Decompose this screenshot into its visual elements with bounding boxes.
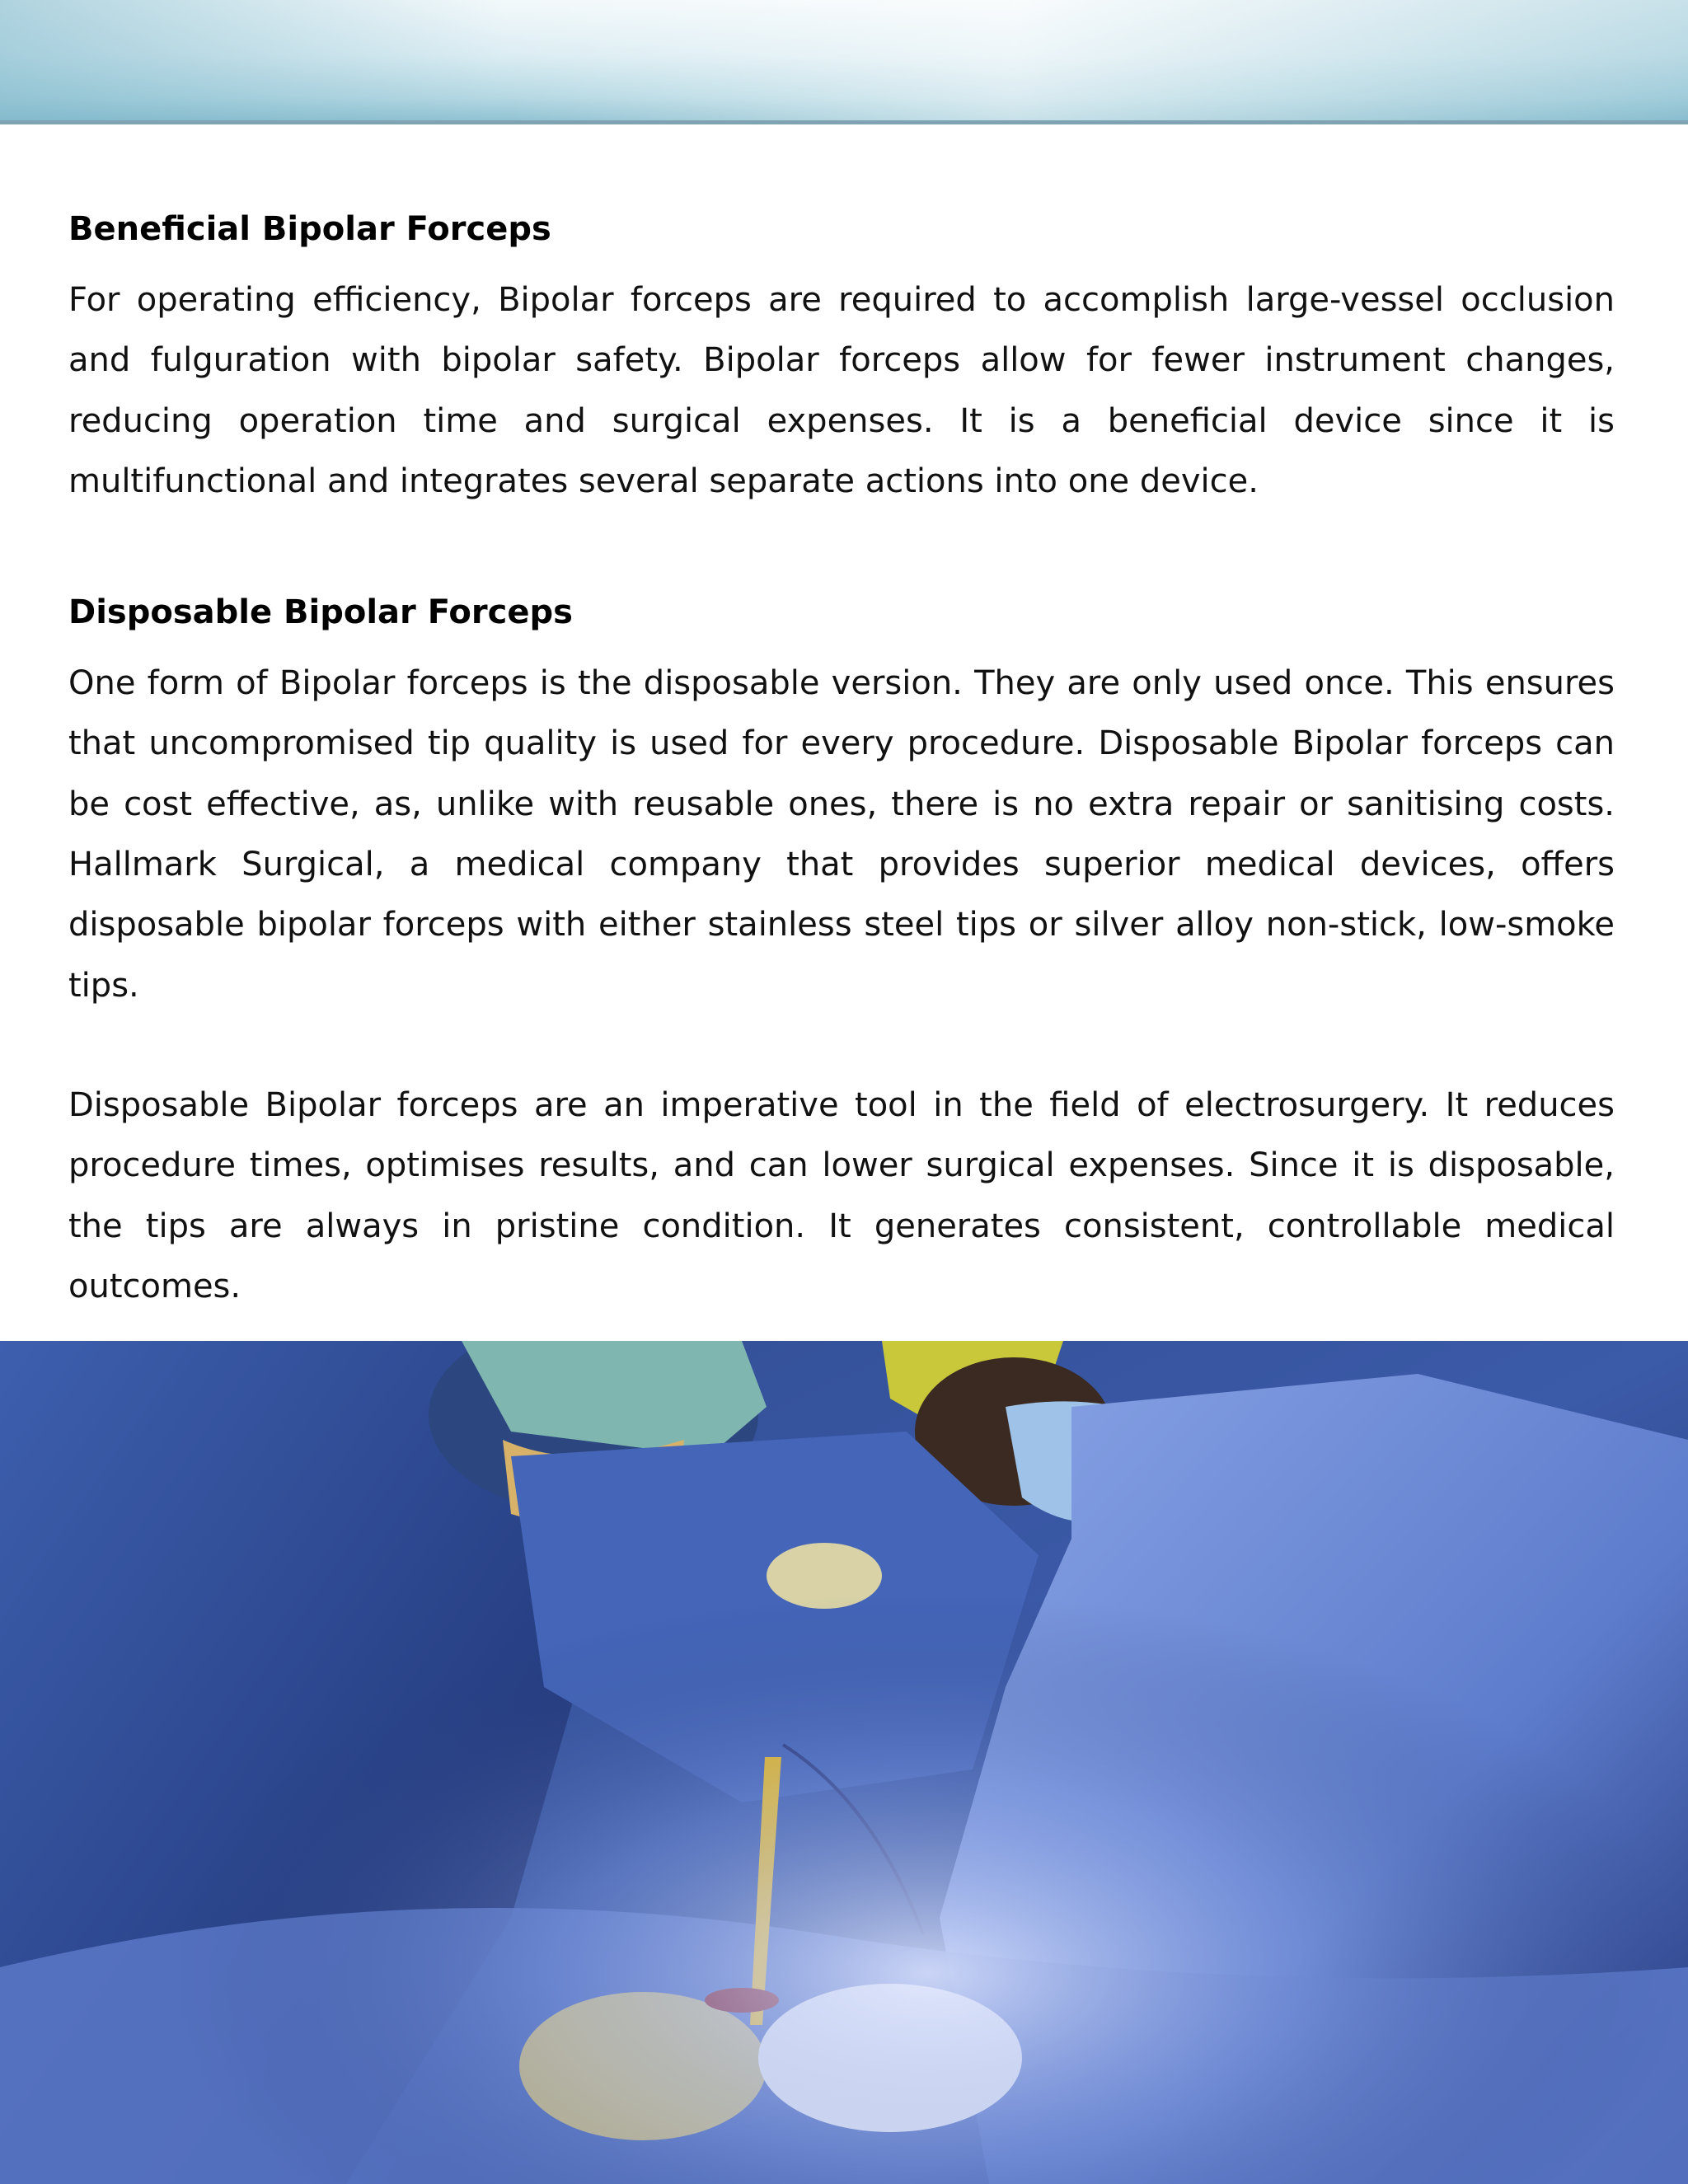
spacer: [68, 512, 1615, 571]
section-paragraph-beneficial: For operating efficiency, Bipolar forceps are required to accomplish large-vessel occlusion and fulguration with bipolar safety. Bipolar forceps allow for fewer instrument changes, reducing operation time and surgical expenses. It is a beneficial device since it is multifunctional and integrates several separate actions into one device.: [68, 281, 1615, 500]
section-paragraph-disposable: One form of Bipolar forceps is the disposable version. They are only used once. This ensures that uncompromised tip quality is used for every procedure. Disposable Bipolar forceps can be cost effective, as, unlike with reusable ones, there is no extra repair or sanitising costs. Hallmark Surgical, a medical company that provides superior medical devices, offers disposable bipolar forceps with either stainless steel tips or silver alloy non-stick, low-smoke tips.: [68, 664, 1615, 1005]
spacer: [68, 1016, 1615, 1076]
section-heading-disposable: Disposable Bipolar Forceps: [68, 593, 573, 632]
section-heading-beneficial: Beneficial Bipolar Forceps: [68, 210, 551, 248]
header-rule: [0, 120, 1688, 124]
closing-paragraph: Disposable Bipolar forceps are an imperative tool in the field of electrosurgery. It reduces procedure times, optimises results, and can lower surgical expenses. Since it is disposable, the tips are always in pristine condition. It generates consistent, controllable medical outcomes.: [68, 1085, 1615, 1305]
surgery-photo: [0, 1341, 1688, 2184]
header-band: [0, 0, 1688, 122]
article-body: [68, 188, 1615, 1317]
